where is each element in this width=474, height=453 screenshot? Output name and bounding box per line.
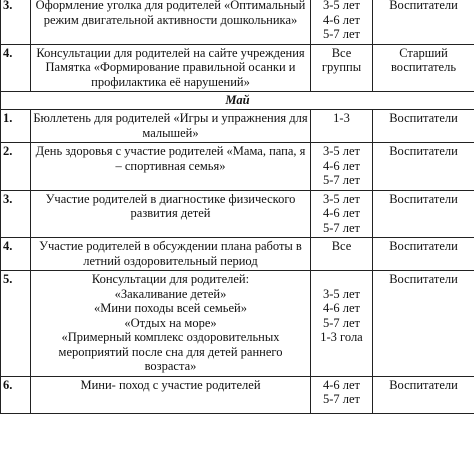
responsible-person-line: Воспитатели bbox=[389, 239, 458, 253]
event-description-line: Участие родителей в диагностике физического bbox=[45, 191, 296, 206]
responsible-person-line: Воспитатели bbox=[389, 0, 458, 12]
age-group bbox=[311, 110, 373, 143]
age-group-line: 5-7 лет bbox=[322, 392, 361, 406]
responsible-person bbox=[373, 376, 474, 413]
age-group-line: Все bbox=[331, 45, 352, 60]
responsible-person bbox=[373, 110, 474, 143]
age-group-line: 3-5 лет bbox=[322, 286, 361, 301]
table-row bbox=[1, 271, 474, 377]
row-number: 5. bbox=[1, 271, 31, 377]
age-group-line: группы bbox=[321, 60, 362, 74]
age-group bbox=[311, 376, 373, 413]
event-description bbox=[31, 376, 311, 413]
age-group bbox=[311, 0, 373, 44]
responsible-person bbox=[373, 190, 474, 238]
month-title: Май bbox=[1, 92, 474, 110]
table-body bbox=[1, 0, 474, 413]
event-description bbox=[31, 110, 311, 143]
event-description-line: мероприятий после сна для детей раннего bbox=[58, 344, 283, 359]
event-description bbox=[31, 238, 311, 271]
responsible-person bbox=[373, 271, 474, 377]
event-description-line: «Отдых на море» bbox=[124, 315, 217, 330]
event-description-line: возраста» bbox=[144, 359, 197, 373]
age-group bbox=[311, 44, 373, 92]
responsible-person bbox=[373, 0, 474, 44]
responsible-person-line: Воспитатели bbox=[389, 377, 458, 392]
event-description-line: «Закаливание детей» bbox=[114, 286, 227, 301]
event-description-line: малышей» bbox=[142, 125, 199, 140]
event-description-line: Консультации для родителей на сайте учреждения bbox=[36, 45, 305, 60]
age-group-line: 3-5 лет bbox=[322, 191, 361, 206]
event-description-line: «Примерный комплекс оздоровительных bbox=[61, 330, 280, 344]
age-group-line: 5-7 лет bbox=[322, 173, 361, 187]
age-group bbox=[311, 190, 373, 238]
responsible-person-line: Воспитатели bbox=[389, 144, 458, 158]
event-description-line: профилактика её нарушений» bbox=[91, 74, 250, 89]
event-description-line: Консультации для родителей: bbox=[91, 272, 250, 286]
event-description-line: – спортивная семья» bbox=[115, 158, 226, 173]
responsible-person-line: Воспитатели bbox=[389, 272, 458, 286]
age-group-line: 4-6 лет bbox=[322, 377, 361, 392]
month-header-row bbox=[1, 92, 474, 110]
event-description-line: Участие родителей в обсуждении плана работы в bbox=[39, 239, 302, 253]
row-number: 6. bbox=[1, 376, 31, 413]
age-group-line: 1-3 bbox=[333, 111, 350, 125]
age-group-line: 4-6 лет bbox=[322, 158, 361, 173]
age-group-line: 3-5 лет bbox=[322, 0, 361, 12]
event-description-line: Оформление уголка для родителей «Оптимальный bbox=[35, 0, 306, 12]
responsible-person bbox=[373, 238, 474, 271]
event-description-line: Мини- поход с участие родителей bbox=[80, 377, 261, 392]
age-group-line: 4-6 лет bbox=[322, 206, 361, 220]
age-group-line: 4-6 лет bbox=[322, 12, 361, 27]
responsible-person-line: Воспитатели bbox=[389, 191, 458, 206]
event-description-line: Памятка «Формирование правильной осанки и bbox=[45, 60, 296, 74]
table-row bbox=[1, 238, 474, 271]
responsible-person bbox=[373, 143, 474, 191]
event-description bbox=[31, 190, 311, 238]
age-group-line: Все bbox=[331, 239, 352, 253]
event-description-line: режим двигательной активности дошкольника» bbox=[43, 12, 298, 27]
event-description bbox=[31, 271, 311, 377]
event-description-line: Бюллетень для родителей «Игры и упражнения для bbox=[33, 111, 308, 125]
age-group-line: 5-7 лет bbox=[322, 220, 361, 235]
responsible-person-line: воспитатель bbox=[390, 60, 457, 74]
event-description-line: развития детей bbox=[130, 206, 211, 220]
row-number: 2. bbox=[1, 143, 31, 191]
table-row bbox=[1, 143, 474, 191]
responsible-person-line: Старший bbox=[399, 45, 448, 60]
table-row bbox=[1, 376, 474, 413]
event-description-line: летний оздоровительный период bbox=[83, 253, 258, 268]
age-group-line: 3-5 лет bbox=[322, 144, 361, 158]
row-number: 4. bbox=[1, 238, 31, 271]
age-group-line: 5-7 лет bbox=[322, 27, 361, 41]
age-group-line: 4-6 лет bbox=[322, 301, 361, 315]
table-row bbox=[1, 0, 474, 44]
table-row bbox=[1, 190, 474, 238]
responsible-person bbox=[373, 44, 474, 92]
age-group-line bbox=[313, 272, 370, 287]
age-group bbox=[311, 143, 373, 191]
age-group-line: 5-7 лет bbox=[322, 315, 361, 330]
event-description-line: «Мини походы всей семьей» bbox=[94, 301, 247, 315]
age-group-line: 1-3 гола bbox=[320, 330, 363, 344]
event-description bbox=[31, 44, 311, 92]
responsible-person-line: Воспитатели bbox=[389, 111, 458, 125]
event-description bbox=[31, 143, 311, 191]
age-group bbox=[311, 271, 373, 377]
row-number: 1. bbox=[1, 110, 31, 143]
table-row bbox=[1, 44, 474, 92]
age-group bbox=[311, 238, 373, 271]
event-description bbox=[31, 0, 311, 44]
row-number: 3. bbox=[1, 190, 31, 238]
row-number: 3. bbox=[1, 0, 31, 44]
event-description-line: День здоровья с участие родителей «Мама, папа, я bbox=[35, 144, 306, 158]
table-row bbox=[1, 110, 474, 143]
row-number: 4. bbox=[1, 44, 31, 92]
